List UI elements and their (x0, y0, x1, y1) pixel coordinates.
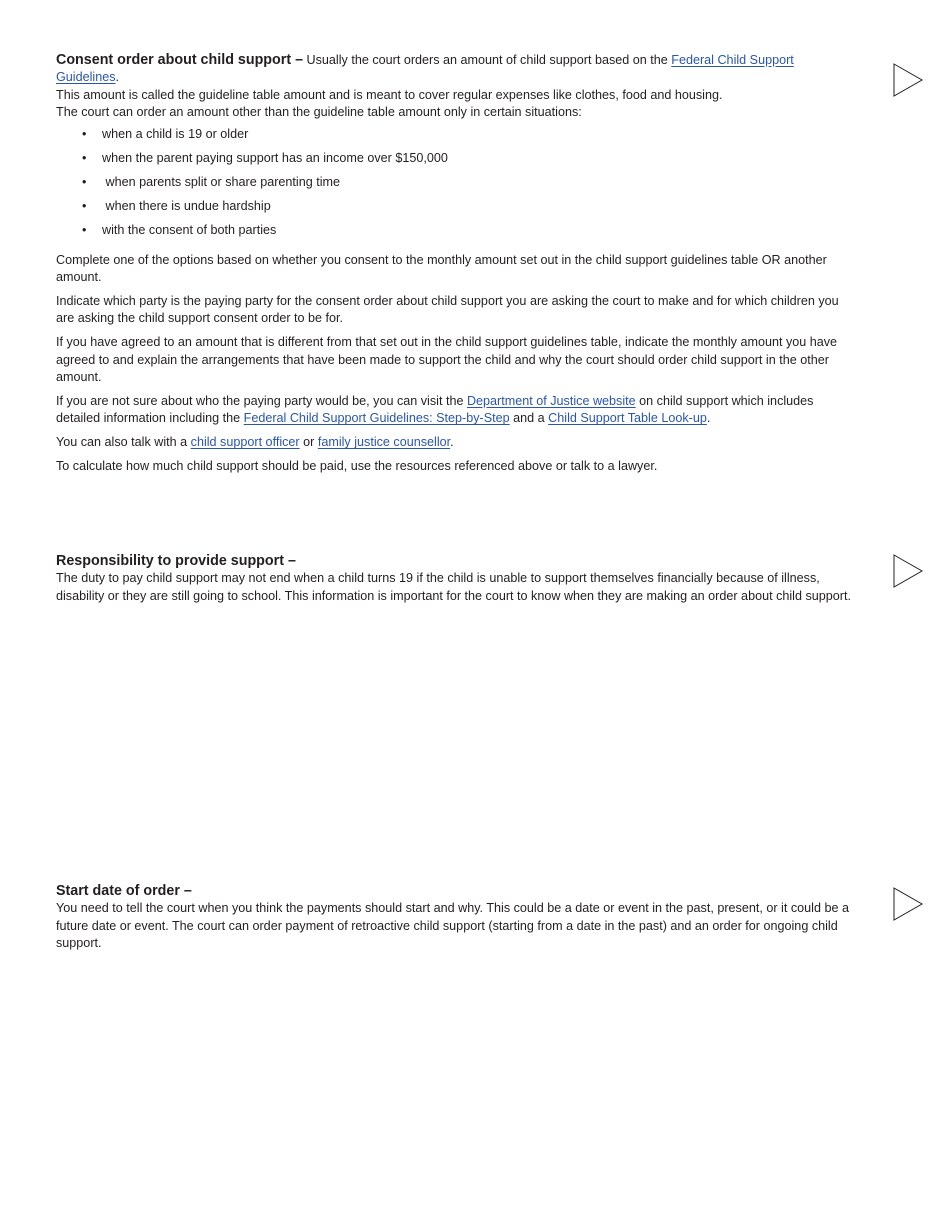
responsibility-section (56, 553, 856, 605)
department-of-justice-link[interactable]: Department of Justice website (466, 393, 636, 408)
consent-intro-text-1: Usually the court orders an amount of child support based on the (303, 53, 672, 67)
table-lookup-link[interactable]: Child Support Table Look-up (548, 411, 707, 426)
list-item (56, 174, 856, 198)
responsibility-body: The duty to pay child support may not end when a child turns 19 if the child is unable to support themselves financially because of illness, disability or they are still going to school. This information is important for the court to know when they are making an order about child support. (56, 571, 851, 603)
child-support-officer-link[interactable]: child support officer (190, 435, 300, 450)
play-triangle-icon[interactable] (893, 887, 923, 921)
list-item (56, 150, 856, 174)
agreed-amount-text: If you have agreed to an amount that is different from that set out in the child support guidelines table, indicate the monthly amount you have agreed to and explain the arrangements that have been made to support the child and why the court should order child support in the other amount. (56, 335, 838, 384)
talk-text-2: or (299, 435, 318, 450)
not-sure-text-1: If you are not sure about who the paying party would be, you can visit the (56, 393, 467, 408)
federal-guidelines-link[interactable]: Federal Child Support Guidelines (56, 53, 794, 85)
family-justice-counsellor-link[interactable]: family justice counsellor (317, 435, 451, 450)
start-date-heading: Start date of order – (56, 883, 192, 899)
step-by-step-link[interactable]: Federal Child Support Guidelines: Step-by-Step (243, 411, 510, 426)
not-sure-text-4: . (706, 411, 711, 426)
consent-intro-text-2: . (115, 70, 120, 85)
list-item-text: with the consent of both parties (102, 223, 277, 238)
bullet-icon: • (82, 175, 87, 189)
consent-heading: Consent order about child support – (56, 52, 304, 68)
talk-with-paragraph (56, 434, 856, 451)
start-date-body: You need to tell the court when you think the payments should start and why. This could be a date or event in the past, present, or it could be a future date or event. The court can order payment of retroactive child support (starting from a date in the past) and an order for ongoing child support. (56, 901, 849, 951)
bullet-icon: • (82, 150, 87, 165)
consent-order-section (56, 52, 856, 482)
bullet-icon: • (82, 126, 87, 141)
calculate-text: To calculate how much child support should be paid, use the resources referenced above or talk to a lawyer. (56, 459, 658, 474)
situations-list (56, 126, 856, 247)
talk-text-3: . (450, 435, 454, 450)
guideline-amount-text: This amount is called the guideline table amount and is meant to cover regular expenses like clothes, food and housing. (56, 87, 723, 102)
list-item (56, 126, 856, 150)
responsibility-heading: Responsibility to provide support – (56, 553, 296, 569)
list-item (56, 222, 856, 246)
play-triangle-icon[interactable] (893, 63, 923, 97)
indicate-party-text: Indicate which party is the paying party for the consent order about child support you are asking the court to make and for which children you are asking the child support consent order to be for. (56, 293, 839, 326)
list-item-text: when a child is 19 or older (102, 126, 249, 141)
list-item-text: when there is undue hardship (102, 199, 271, 214)
other-amount-text: The court can order an amount other than the guideline table amount only in certain situations: (56, 105, 582, 120)
bullet-icon: • (82, 199, 87, 214)
not-sure-text-2: on child support which includes detailed information including the (56, 393, 814, 426)
play-triangle-icon[interactable] (893, 554, 923, 588)
not-sure-text-3: and a (509, 411, 549, 426)
not-sure-paragraph (56, 393, 856, 428)
list-item-text: when parents split or share parenting time (102, 175, 341, 189)
complete-options-text: Complete one of the options based on whether you consent to the monthly amount set out in the child support guidelines table OR another amount. (56, 252, 827, 284)
start-date-section (56, 883, 856, 953)
consent-intro (56, 52, 856, 87)
list-item (56, 198, 856, 222)
talk-text-1: You can also talk with a (56, 435, 191, 450)
list-item-text: when the parent paying support has an income over $150,000 (102, 150, 448, 165)
bullet-icon: • (82, 223, 87, 238)
